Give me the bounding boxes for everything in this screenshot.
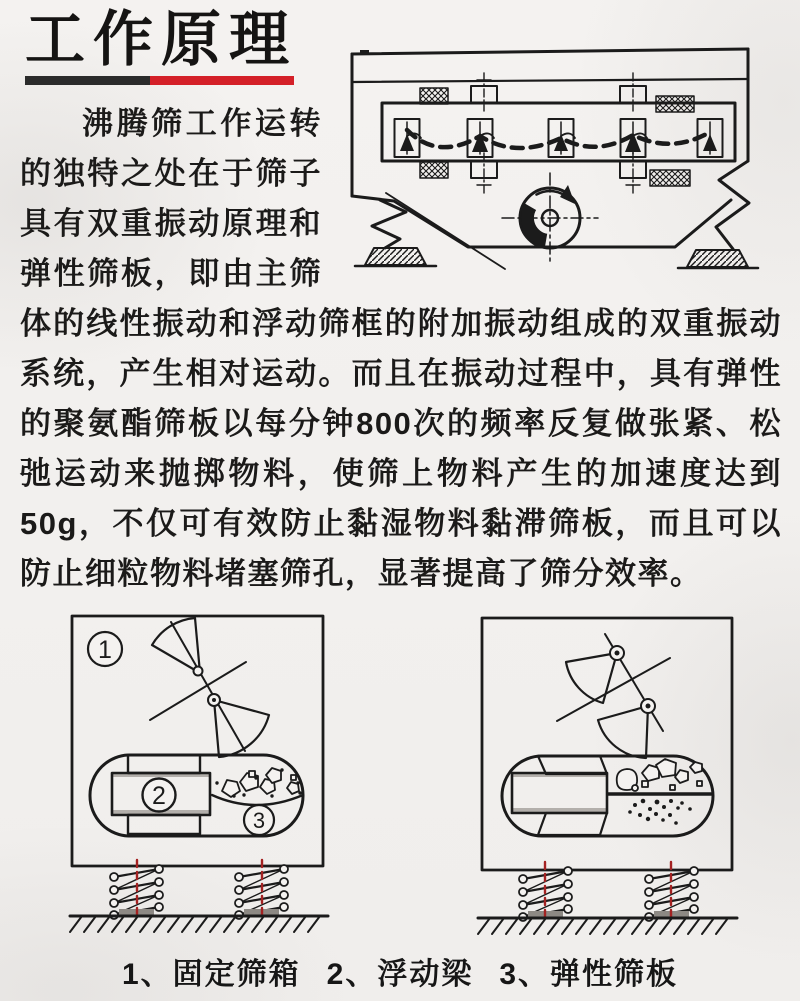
diagram2-springs xyxy=(523,871,694,917)
title-underline xyxy=(25,76,294,85)
page-title: 工作原理 xyxy=(25,6,297,73)
machine-spring-right xyxy=(716,161,749,249)
machine-structure-drawing xyxy=(330,33,782,291)
diagram-row xyxy=(0,605,800,935)
caption-item-fixed-screen-box: 1、固定筛箱 xyxy=(121,958,301,991)
diagram-callout-1: 1 xyxy=(98,636,112,664)
principle-article xyxy=(20,99,782,599)
caption-item-floating-beam: 2、浮动梁 xyxy=(326,958,474,991)
caption-item-elastic-screen-plate: 3、弹性筛板 xyxy=(499,958,679,991)
vibration-diagram-1 xyxy=(60,605,340,935)
principle-paragraph: 沸腾筛工作运转的独特之处在于筛子具有双重振动原理和弹性筛板，即由主筛体的线性振动和浮动筛框的附加振动组成的双重振动系统，产生相对运动。而且在振动过程中，具有弹性的聚氨酯筛板以每分钟800次的频率反复做张紧、松弛运动来抛掷物料，使筛上物料产生的加速度达到50g，不仅可有效防止黏湿物料黏滞筛板，而且可以防止细粒物料堵塞筛孔，显著提高了筛分效率。 xyxy=(20,106,782,591)
diagram-callout-3: 3 xyxy=(252,808,266,833)
vibration-diagram-2 xyxy=(450,605,750,935)
figure-caption xyxy=(0,949,800,993)
machine-structure-figure xyxy=(330,33,782,291)
diagram-callout-2: 2 xyxy=(152,782,166,810)
title-underline-red-segment xyxy=(150,76,294,85)
diagram1-springs xyxy=(114,869,284,915)
machine-spring-left xyxy=(372,200,406,248)
title-underline-dark-segment xyxy=(25,76,150,85)
